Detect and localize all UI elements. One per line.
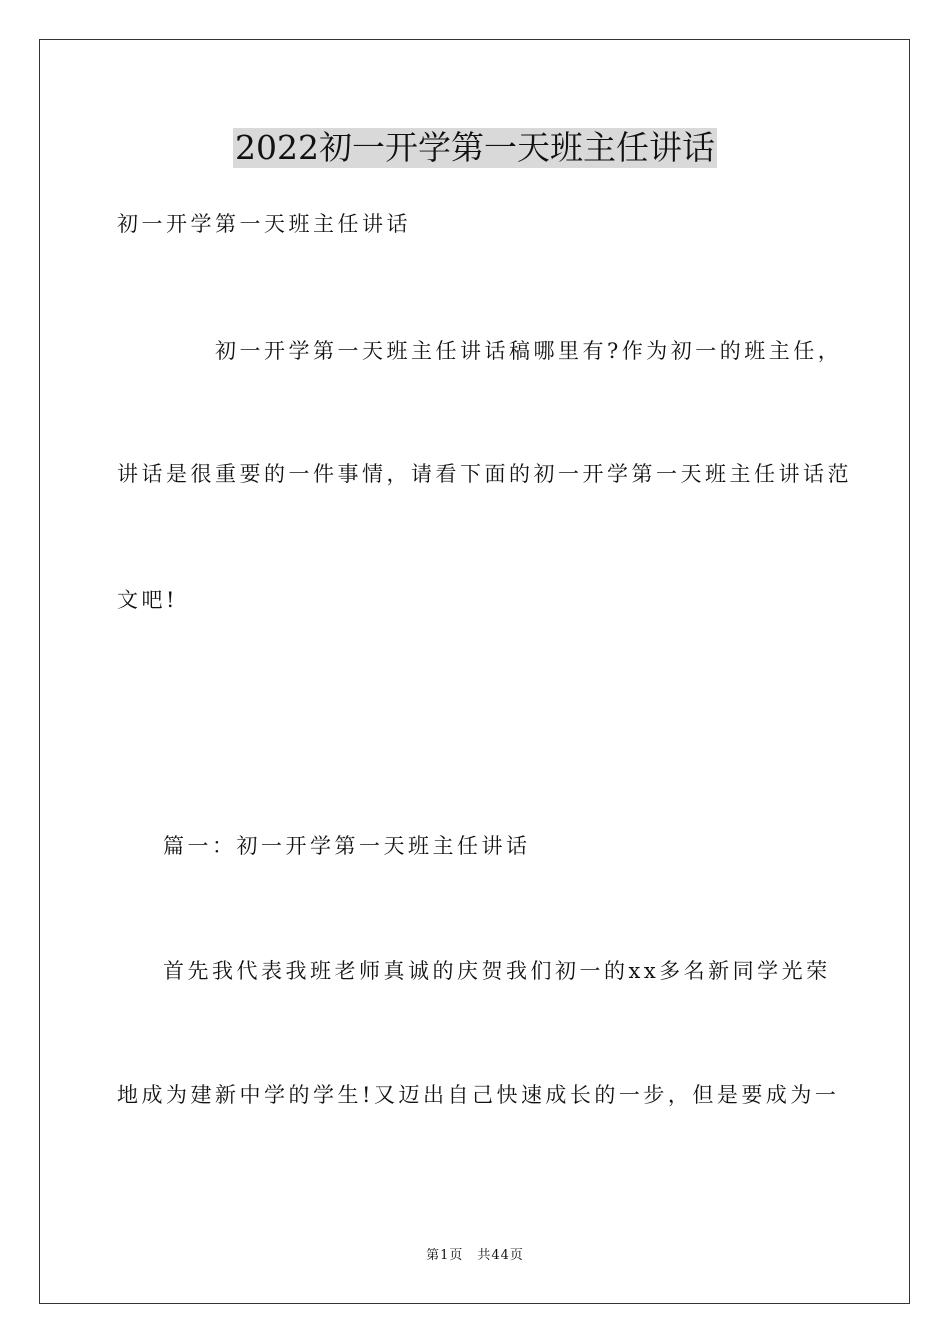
paragraph-line-4: 首先我代表我班老师真诚的庆贺我们初一的xx多名新同学光荣 <box>163 959 831 983</box>
document-title: 2022初一开学第一天班主任讲话 <box>235 128 715 167</box>
title-container <box>0 128 950 168</box>
paragraph-line-3: 文吧! <box>117 588 178 612</box>
document-subtitle: 初一开学第一天班主任讲话 <box>117 212 411 236</box>
section-heading: 篇一：初一开学第一天班主任讲话 <box>163 834 531 858</box>
paragraph-line-5: 地成为建新中学的学生!又迈出自己快速成长的一步，但是要成为一 <box>117 1083 840 1107</box>
paragraph-line-2: 讲话是很重要的一件事情，请看下面的初一开学第一天班主任讲话范 <box>117 462 852 486</box>
paragraph-line-1: 初一开学第一天班主任讲话稿哪里有?作为初一的班主任， <box>215 339 843 363</box>
page-number-footer: 第1页 共44页 <box>426 1248 524 1263</box>
